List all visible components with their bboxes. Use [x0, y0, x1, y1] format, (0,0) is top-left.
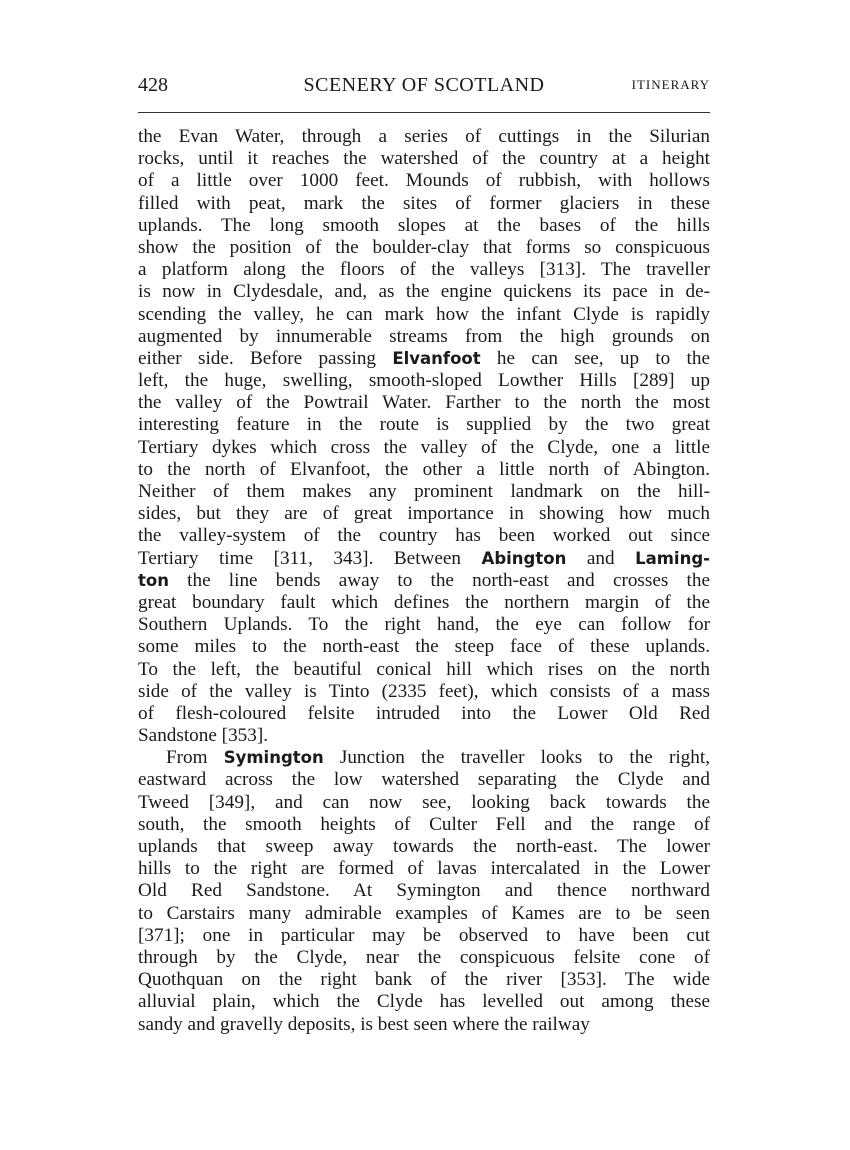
- text-line: rocks, until it reaches the watershed of the country at a height: [138, 148, 710, 170]
- text-line: hills to the right are formed of lavas intercalated in the Lower: [138, 858, 710, 880]
- text-line: uplands. The long smooth slopes at the bases of the hills: [138, 214, 710, 236]
- text-line: some miles to the north-east the steep face of these uplands.: [138, 636, 710, 658]
- section-label: ITINERARY: [631, 77, 710, 92]
- text-line: interesting feature in the route is supplied by the two great: [138, 414, 710, 436]
- text-line: of flesh-coloured felsite intruded into the Lower Old Red: [138, 702, 710, 724]
- text-line: filled with peat, mark the sites of former glaciers in these: [138, 192, 710, 214]
- text-line: great boundary fault which defines the northern margin of the: [138, 591, 710, 613]
- text-line: through by the Clyde, near the conspicuous felsite cone of: [138, 946, 710, 968]
- text-line: the Evan Water, through a series of cuttings in the Silurian: [138, 126, 710, 147]
- text-line: scending the valley, he can mark how the infant Clyde is rapidly: [138, 303, 710, 325]
- text-line: eastward across the low watershed separating the Clyde and: [138, 769, 710, 791]
- text-line: south, the smooth heights of Culter Fell and the range of: [138, 813, 710, 835]
- text-line: Neither of them makes any prominent landmark on the hill-: [138, 481, 710, 502]
- running-header: [138, 74, 710, 104]
- text-line: alluvial plain, which the Clyde has levelled out among these: [138, 991, 710, 1013]
- text-line: the valley of the Powtrail Water. Farther to the north the most: [138, 392, 710, 414]
- text-line: To the left, the beautiful conical hill which rises on the north: [138, 658, 710, 680]
- text-line: to Carstairs many admirable examples of Kames are to be seen: [138, 902, 710, 924]
- body-text: [138, 126, 710, 1036]
- text-line: Quothquan on the right bank of the river [353]. The wide: [138, 969, 710, 991]
- text-line: of a little over 1000 feet. Mounds of rubbish, with hollows: [138, 170, 710, 192]
- text-line: the valley-system of the country has been worked out since: [138, 525, 710, 547]
- text-line: to the north of Elvanfoot, the other a little north of Abington.: [138, 458, 710, 480]
- text-line: a platform along the floors of the valleys [313]. The traveller: [138, 259, 710, 281]
- text-line: left, the huge, swelling, smooth-sloped Lowther Hills [289] up: [138, 370, 710, 392]
- text-line: Southern Uplands. To the right hand, the eye can follow for: [138, 614, 710, 636]
- text-line: is now in Clydesdale, and, as the engine quickens its pace in de-: [138, 281, 710, 303]
- text-line: sides, but they are of great importance in showing how much: [138, 503, 710, 525]
- text-line: uplands that sweep away towards the north-east. The lower: [138, 836, 710, 857]
- text-line: ton the line bends away to the north-east and crosses the: [138, 569, 710, 591]
- text-line: Tertiary time [311, 343]. Between Abington and Laming-: [138, 547, 710, 569]
- header-rule: [138, 112, 710, 113]
- text-line: sandy and gravelly deposits, is best seen where the railway: [138, 1013, 590, 1035]
- text-line: [371]; one in particular may be observed to have been cut: [138, 924, 710, 946]
- text-line: side of the valley is Tinto (2335 feet), which consists of a mass: [138, 680, 710, 702]
- page-number: 428: [138, 74, 168, 96]
- text-line: Tweed [349], and can now see, looking back towards the: [138, 791, 710, 813]
- text-line: augmented by innumerable streams from the high grounds on: [138, 325, 710, 347]
- running-title: SCENERY OF SCOTLAND: [303, 74, 545, 96]
- text-line: Sandstone [353].: [138, 725, 269, 747]
- text-line: either side. Before passing Elvanfoot he can see, up to the: [138, 347, 710, 369]
- text-line: From Symington Junction the traveller looks to the right,: [166, 747, 710, 769]
- text-line: Tertiary dykes which cross the valley of the Clyde, one a little: [138, 436, 710, 458]
- text-line: show the position of the boulder-clay that forms so conspicuous: [138, 236, 710, 258]
- text-line: Old Red Sandstone. At Symington and thence northward: [138, 880, 710, 902]
